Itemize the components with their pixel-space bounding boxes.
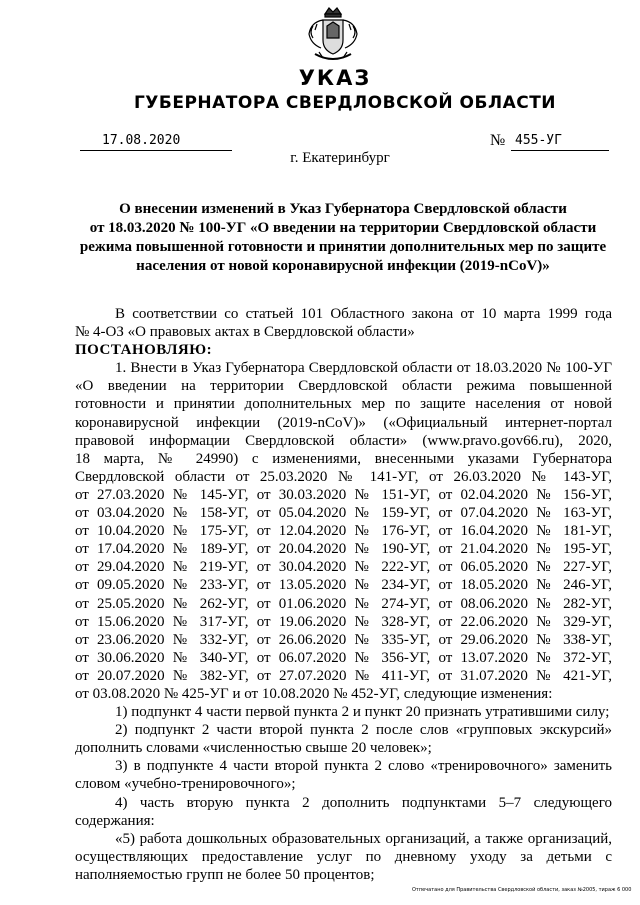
body-line: 1. Внести в Указ Губернатора Свердловской области от 18.03.2020 № 100-УГ — [115, 360, 612, 377]
body-line: от 23.06.2020 № 332-УГ, от 26.06.2020 № 335-УГ, от 29.06.2020 № 338-УГ, — [75, 631, 612, 648]
number-label: № — [490, 132, 506, 149]
document-date: 17.08.2020 — [80, 133, 232, 151]
body-line: готовности и принятии дополнительных мер по защите населения от новой — [75, 396, 612, 413]
document-number: 455-УГ — [511, 133, 609, 151]
heading-line: О внесении изменений в Указ Губернатора Свердловской области — [119, 201, 567, 217]
body-line: правовой информации Свердловской области» (www.pravo.gov66.ru), 2020, — [75, 432, 612, 449]
body-line: 3) в подпункте 4 части второй пункта 2 слово «тренировочного» заменить — [115, 758, 612, 775]
body-line: № 4-ОЗ «О правовых актах в Свердловской области» — [75, 324, 415, 341]
body-line: от 17.04.2020 № 189-УГ, от 20.04.2020 № 190-УГ, от 21.04.2020 № 195-УГ, — [75, 541, 612, 558]
heading-line: режима повышенной готовности и принятии дополнительных мер по защите — [79, 239, 607, 255]
body-line: от 09.05.2020 № 233-УГ, от 13.05.2020 № 234-УГ, от 18.05.2020 № 246-УГ, — [75, 577, 612, 594]
body-line: содержания: — [75, 812, 155, 829]
document-heading — [75, 200, 611, 276]
print-footer: Отпечатано для Правительства Свердловской области, заказ №2005, тираж 6 000 — [412, 887, 632, 893]
document-body — [75, 305, 612, 884]
body-line: дополнить словами «численностью свыше 20 человек»; — [75, 740, 432, 757]
body-line: В соответствии со статьей 101 Областного закона от 10 марта 1999 года — [115, 306, 612, 322]
body-line: 2) подпункт 2 части второй пункта 2 после слов «групповых экскурсий» — [115, 722, 612, 739]
body-line: 18 марта, № 24990) с изменениями, внесенными указами Губернатора — [75, 450, 612, 467]
heading-line: от 18.03.2020 № 100-УГ «О введении на территории Свердловской области — [89, 220, 597, 236]
body-line: «О введении на территории Свердловской области режима повышенной — [75, 378, 612, 395]
body-line: от 30.06.2020 № 340-УГ, от 06.07.2020 № 356-УГ, от 13.07.2020 № 372-УГ, — [75, 649, 612, 666]
body-line: Свердловской области от 25.03.2020 № 141-УГ, от 26.03.2020 № 143-УГ, — [75, 468, 612, 485]
document-city: г. Екатеринбург — [290, 150, 390, 166]
body-line: 1) подпункт 4 части первой пункта 2 и пункт 20 признать утратившими силу; — [115, 704, 610, 721]
body-line: наполняемостью групп не более 50 процентов; — [75, 866, 375, 883]
postanovlyau-label: ПОСТАНОВЛЯЮ: — [75, 342, 213, 359]
body-line: от 03.04.2020 № 158-УГ, от 05.04.2020 № 159-УГ, от 07.04.2020 № 163-УГ, — [75, 505, 612, 522]
body-line: словом «учебно-тренировочного»; — [75, 776, 296, 793]
coat-of-arms-emblem — [303, 4, 363, 66]
body-line: от 20.07.2020 № 382-УГ, от 27.07.2020 № 411-УГ, от 31.07.2020 № 421-УГ, — [75, 667, 612, 684]
body-line: от 29.04.2020 № 219-УГ, от 30.04.2020 № 222-УГ, от 06.05.2020 № 227-УГ, — [75, 559, 612, 576]
body-line: от 25.05.2020 № 262-УГ, от 01.06.2020 № 274-УГ, от 08.06.2020 № 282-УГ, — [75, 595, 612, 612]
body-line: от 27.03.2020 № 145-УГ, от 30.03.2020 № 151-УГ, от 02.04.2020 № 156-УГ, — [75, 486, 612, 503]
document-subtitle: ГУБЕРНАТОРА СВЕРДЛОВСКОЙ ОБЛАСТИ — [133, 93, 557, 113]
heading-line: населения от новой коронавирусной инфекции (2019-nCoV)» — [136, 258, 550, 274]
body-line: от 03.08.2020 № 425-УГ и от 10.08.2020 № 452-УГ, следующие изменения: — [75, 685, 553, 702]
body-line: коронавирусной инфекции (2019-nCoV)» («Официальный интернет-портал — [75, 414, 612, 431]
document-title: УКАЗ — [298, 66, 372, 90]
body-line: «5) работа дошкольных образовательных организаций, а также организаций, — [115, 830, 612, 847]
body-line: 4) часть вторую пункта 2 дополнить подпунктами 5–7 следующего — [115, 794, 612, 811]
body-line: осуществляющих предоставление услуг по дневному уходу за детьми с — [75, 848, 612, 865]
body-line: от 15.06.2020 № 317-УГ, от 19.06.2020 № 328-УГ, от 22.06.2020 № 329-УГ, — [75, 613, 612, 630]
body-line: от 10.04.2020 № 175-УГ, от 12.04.2020 № 176-УГ, от 16.04.2020 № 181-УГ, — [75, 523, 612, 540]
